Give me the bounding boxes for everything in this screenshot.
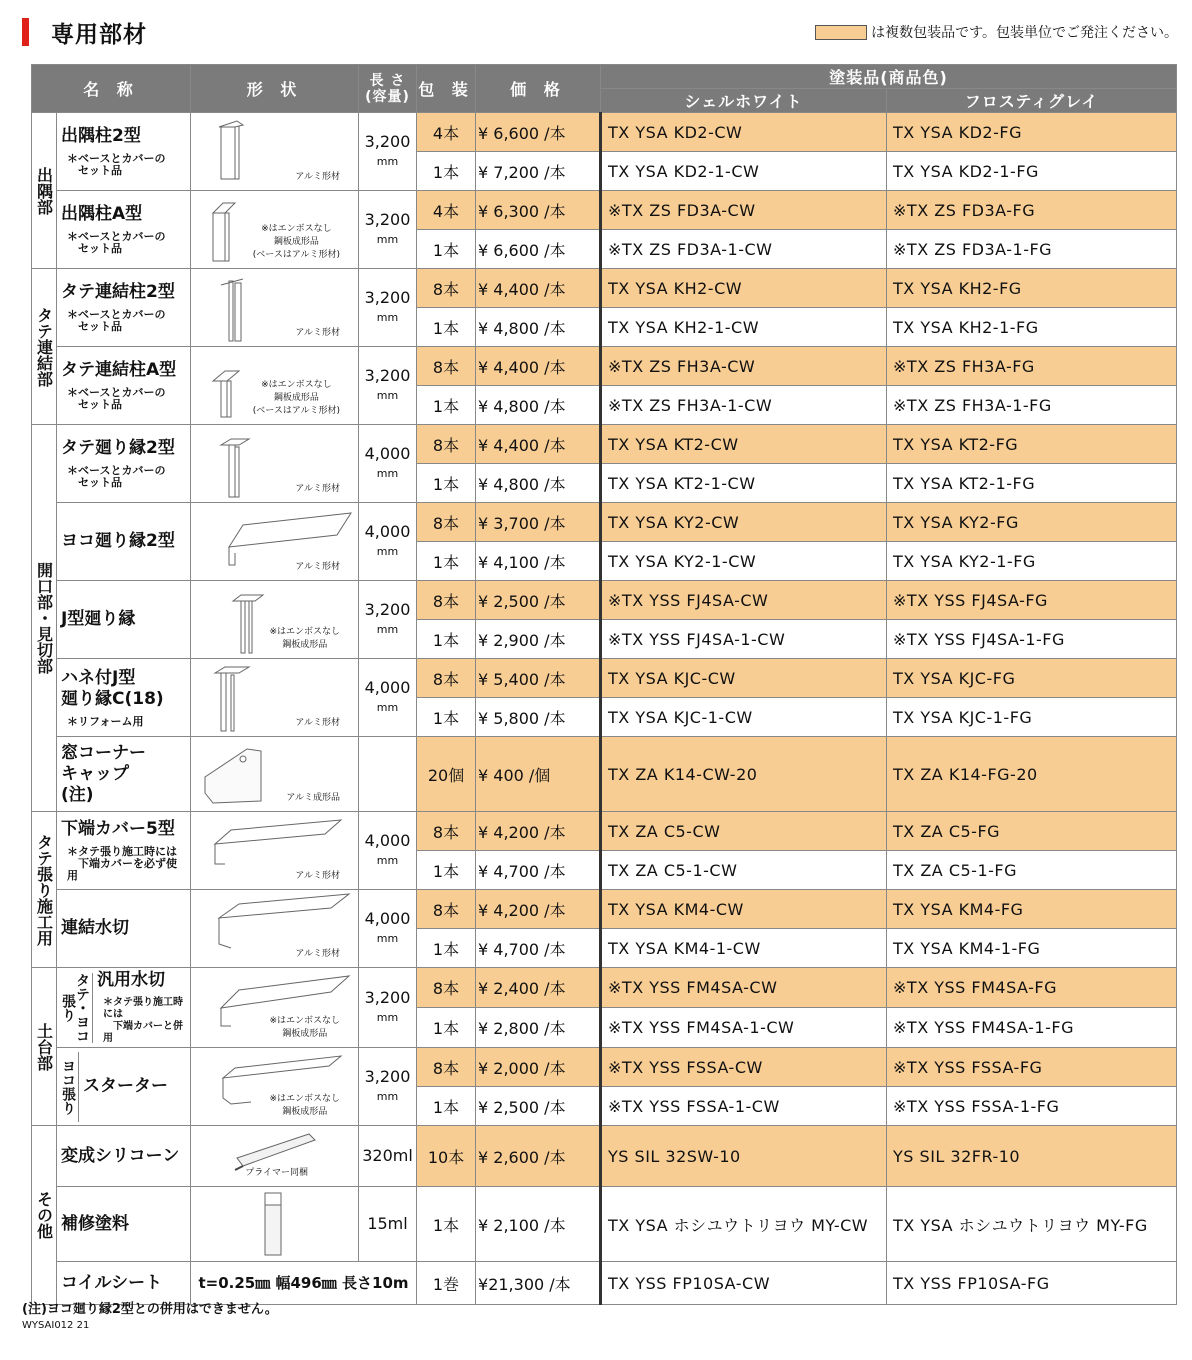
profile-drawing xyxy=(191,1187,358,1261)
unit-price: ¥ 2,900 /本 xyxy=(476,620,601,659)
unit-price: ¥ 5,800 /本 xyxy=(476,698,601,737)
product-name-cell xyxy=(57,347,191,425)
product-shape-figure xyxy=(191,1187,359,1262)
code-shell-white: ※TX YSS FM4SA-CW xyxy=(601,968,887,1008)
unit-price: ¥ 7,200 /本 xyxy=(476,152,601,191)
unit-price: ¥ 4,800 /本 xyxy=(476,464,601,503)
unit-price: ¥ 4,400 /本 xyxy=(476,347,601,386)
code-frosty-gray: TX YSA KY2-1-FG xyxy=(887,542,1177,581)
code-frosty-gray: ※TX YSS FM4SA-1-FG xyxy=(887,1008,1177,1048)
product-shape-figure xyxy=(191,269,359,347)
table-row xyxy=(32,113,1177,152)
pack-qty: 1巻 xyxy=(417,1262,476,1305)
material-label: アルミ形材 xyxy=(295,562,341,572)
code-shell-white: ※TX ZS FD3A-1-CW xyxy=(601,230,887,269)
col-price: 価 格 xyxy=(476,65,601,113)
code-frosty-gray: TX YSA KD2-FG xyxy=(887,113,1177,152)
table-row xyxy=(32,425,1177,464)
table-row xyxy=(32,191,1177,230)
code-frosty-gray: TX YSA KM4-1-FG xyxy=(887,929,1177,968)
table-row xyxy=(32,1048,1177,1087)
product-name: コイルシート xyxy=(61,1272,163,1293)
pack-qty: 1本 xyxy=(417,1008,476,1048)
length-value: 4,000 xyxy=(364,677,411,697)
category-label: タテ連結部 xyxy=(32,269,57,425)
code-frosty-gray: ※TX ZS FH3A-FG xyxy=(887,347,1177,386)
code-shell-white: TX YSA KM4-1-CW xyxy=(601,929,887,968)
code-shell-white: ※TX YSS FSSA-1-CW xyxy=(601,1087,887,1126)
product-name-cell xyxy=(57,1048,191,1126)
code-frosty-gray: ※TX YSS FJ4SA-FG xyxy=(887,581,1177,620)
product-shape-figure xyxy=(191,968,359,1048)
code-frosty-gray: ※TX YSS FSSA-1-FG xyxy=(887,1087,1177,1126)
pack-qty: 8本 xyxy=(417,347,476,386)
code-shell-white: ※TX ZS FH3A-CW xyxy=(601,347,887,386)
pack-qty: 1本 xyxy=(417,1087,476,1126)
product-length xyxy=(359,659,417,737)
code-shell-white: ※TX YSS FJ4SA-1-CW xyxy=(601,620,887,659)
footnote: (注)ヨコ廻り縁2型との併用はできません。 xyxy=(22,1302,278,1317)
subcategory-label: タテ・ヨコ張り xyxy=(61,973,93,1043)
product-name-cell xyxy=(57,269,191,347)
product-spec: t=0.25㎜ 幅496㎜ 長さ10m xyxy=(191,1262,417,1305)
unit-price: ¥ 4,800 /本 xyxy=(476,386,601,425)
pack-qty: 1本 xyxy=(417,386,476,425)
legend xyxy=(815,22,1178,42)
table-row xyxy=(32,269,1177,308)
product-name: 連結水切 xyxy=(61,918,129,938)
product-shape-figure xyxy=(191,347,359,425)
pack-qty: 8本 xyxy=(417,812,476,851)
product-length xyxy=(359,113,417,191)
code-shell-white: ※TX ZS FD3A-CW xyxy=(601,191,887,230)
unit-price: ¥ 6,600 /本 xyxy=(476,230,601,269)
length-value: 3,200 xyxy=(364,131,411,151)
product-name-cell xyxy=(57,968,191,1048)
code-shell-white: TX YSS FP10SA-CW xyxy=(601,1262,887,1305)
col-length: 長 さ (容量) xyxy=(359,65,417,113)
pack-qty: 8本 xyxy=(417,968,476,1008)
product-length xyxy=(359,425,417,503)
length-unit: mm xyxy=(376,544,399,558)
code-frosty-gray: TX YSA KJC-FG xyxy=(887,659,1177,698)
product-name-cell xyxy=(57,425,191,503)
product-name: タテ連結柱A型 xyxy=(61,360,177,380)
product-name: 出隅柱A型 xyxy=(61,204,143,224)
pack-qty: 4本 xyxy=(417,191,476,230)
material-label: アルミ成形品 xyxy=(286,793,341,803)
title-accent-bar xyxy=(22,18,29,46)
code-shell-white: TX YSA KT2-CW xyxy=(601,425,887,464)
code-frosty-gray: TX YSA KH2-1-FG xyxy=(887,308,1177,347)
length-unit: mm xyxy=(376,853,399,867)
unit-price: ¥ 2,500 /本 xyxy=(476,581,601,620)
col-shape: 形 状 xyxy=(191,65,359,113)
product-length xyxy=(359,191,417,269)
pack-qty: 1本 xyxy=(417,152,476,191)
col-frosty-gray: フロスティグレイ xyxy=(887,89,1177,113)
material-label: アルミ形材 xyxy=(295,718,341,728)
pack-qty: 20個 xyxy=(417,737,476,812)
unit-price: ¥ 4,400 /本 xyxy=(476,425,601,464)
length-value: 15ml xyxy=(367,1214,408,1233)
unit-price: ¥ 2,500 /本 xyxy=(476,1087,601,1126)
table-row xyxy=(32,812,1177,851)
code-shell-white: TX ZA K14-CW-20 xyxy=(601,737,887,812)
code-frosty-gray: ※TX YSS FJ4SA-1-FG xyxy=(887,620,1177,659)
product-name-cell xyxy=(57,890,191,968)
material-label: プライマー同梱 xyxy=(245,1168,309,1178)
product-shape-figure xyxy=(191,659,359,737)
material-label: ※はエンボスなし 鋼板成形品 (ベースはアルミ形材) xyxy=(252,224,341,260)
product-name-cell xyxy=(57,1126,191,1187)
pack-qty: 1本 xyxy=(417,464,476,503)
table-row xyxy=(32,503,1177,542)
material-label: ※はエンボスなし 鋼板成形品 xyxy=(269,627,341,650)
material-label: アルミ形材 xyxy=(295,172,341,182)
code-shell-white: TX YSA KT2-1-CW xyxy=(601,464,887,503)
page-title-block xyxy=(22,12,147,52)
code-frosty-gray: TX YSA KH2-FG xyxy=(887,269,1177,308)
category-label: 土台部 xyxy=(32,968,57,1126)
code-frosty-gray: TX YSA ホシユウトリヨウ MY-FG xyxy=(887,1187,1177,1262)
unit-price: ¥ 2,800 /本 xyxy=(476,1008,601,1048)
unit-price: ¥ 6,600 /本 xyxy=(476,113,601,152)
code-shell-white: TX YSA KH2-1-CW xyxy=(601,308,887,347)
code-shell-white: TX YSA KH2-CW xyxy=(601,269,887,308)
length-value: 3,200 xyxy=(364,1066,411,1086)
code-shell-white: ※TX YSS FSSA-CW xyxy=(601,1048,887,1087)
pack-qty: 1本 xyxy=(417,851,476,890)
pack-qty: 8本 xyxy=(417,890,476,929)
material-label: ※はエンボスなし 鋼板成形品 xyxy=(269,1016,341,1039)
code-frosty-gray: TX YSS FP10SA-FG xyxy=(887,1262,1177,1305)
length-value: 3,200 xyxy=(364,365,411,385)
product-note: ＊ベースとカバーの セット品 xyxy=(67,464,166,489)
unit-price: ¥ 2,400 /本 xyxy=(476,968,601,1008)
length-value: 4,000 xyxy=(364,830,411,850)
pack-qty: 1本 xyxy=(417,929,476,968)
pack-qty: 8本 xyxy=(417,1048,476,1087)
unit-price: ¥ 4,800 /本 xyxy=(476,308,601,347)
product-shape-figure xyxy=(191,191,359,269)
product-shape-figure xyxy=(191,1048,359,1126)
pack-qty: 8本 xyxy=(417,659,476,698)
code-shell-white: YS SIL 32SW-10 xyxy=(601,1126,887,1187)
table-row xyxy=(32,968,1177,1008)
length-unit: mm xyxy=(376,310,399,324)
unit-price: ¥ 5,400 /本 xyxy=(476,659,601,698)
product-name: 出隅柱2型 xyxy=(61,126,141,146)
product-length xyxy=(359,890,417,968)
product-name-cell xyxy=(57,659,191,737)
code-shell-white: TX YSA KD2-CW xyxy=(601,113,887,152)
code-frosty-gray: TX YSA KY2-FG xyxy=(887,503,1177,542)
product-note: ＊ベースとカバーの セット品 xyxy=(67,308,166,333)
pack-qty: 1本 xyxy=(417,620,476,659)
pack-qty: 4本 xyxy=(417,113,476,152)
product-name-cell xyxy=(57,113,191,191)
product-shape-figure xyxy=(191,113,359,191)
length-value: 3,200 xyxy=(364,987,411,1007)
unit-price: ¥ 2,000 /本 xyxy=(476,1048,601,1087)
length-unit: mm xyxy=(376,622,399,636)
col-name: 名 称 xyxy=(32,65,191,113)
code-shell-white: TX YSA KD2-1-CW xyxy=(601,152,887,191)
length-value: 3,200 xyxy=(364,599,411,619)
product-length xyxy=(359,1187,417,1262)
unit-price: ¥21,300 /本 xyxy=(476,1262,601,1305)
product-name-cell xyxy=(57,581,191,659)
length-unit: mm xyxy=(376,1089,399,1103)
code-frosty-gray: ※TX ZS FD3A-1-FG xyxy=(887,230,1177,269)
material-label: ※はエンボスなし 鋼板成形品 (ベースはアルミ形材) xyxy=(252,380,341,416)
col-paint-group: 塗装品(商品色) xyxy=(601,65,1177,89)
length-unit: mm xyxy=(376,931,399,945)
code-frosty-gray: TX ZA K14-FG-20 xyxy=(887,737,1177,812)
product-length xyxy=(359,1126,417,1187)
table-row xyxy=(32,1187,1177,1262)
pack-qty: 8本 xyxy=(417,581,476,620)
unit-price: ¥ 4,100 /本 xyxy=(476,542,601,581)
product-name: ヨコ廻り縁2型 xyxy=(61,531,175,551)
category-label: 開口部・見切部 xyxy=(32,425,57,812)
length-unit: mm xyxy=(376,700,399,714)
unit-price: ¥ 4,700 /本 xyxy=(476,929,601,968)
code-frosty-gray: TX YSA KD2-1-FG xyxy=(887,152,1177,191)
unit-price: ¥ 2,100 /本 xyxy=(476,1187,601,1262)
category-label: その他 xyxy=(32,1126,57,1305)
product-name: 補修塗料 xyxy=(61,1213,129,1234)
length-value: 320ml xyxy=(362,1146,413,1165)
code-shell-white: TX ZA C5-1-CW xyxy=(601,851,887,890)
code-shell-white: TX YSA ホシユウトリヨウ MY-CW xyxy=(601,1187,887,1262)
category-label: 出隅部 xyxy=(32,113,57,269)
unit-price: ¥ 4,200 /本 xyxy=(476,890,601,929)
code-frosty-gray: TX ZA C5-1-FG xyxy=(887,851,1177,890)
material-label: アルミ形材 xyxy=(295,328,341,338)
product-length xyxy=(359,737,417,812)
code-shell-white: TX ZA C5-CW xyxy=(601,812,887,851)
product-length xyxy=(359,1048,417,1126)
length-value: 3,200 xyxy=(364,287,411,307)
product-length xyxy=(359,968,417,1048)
code-frosty-gray: YS SIL 32FR-10 xyxy=(887,1126,1177,1187)
table-row xyxy=(32,737,1177,812)
product-name-cell xyxy=(57,503,191,581)
length-unit: mm xyxy=(376,388,399,402)
product-shape-figure xyxy=(191,890,359,968)
pack-qty: 8本 xyxy=(417,269,476,308)
unit-price: ¥ 2,600 /本 xyxy=(476,1126,601,1187)
product-name-cell xyxy=(57,191,191,269)
product-shape-figure xyxy=(191,1126,359,1187)
product-name: タテ廻り縁2型 xyxy=(61,438,175,458)
unit-price: ¥ 4,200 /本 xyxy=(476,812,601,851)
unit-price: ¥ 4,400 /本 xyxy=(476,269,601,308)
pack-qty: 8本 xyxy=(417,503,476,542)
table-row xyxy=(32,581,1177,620)
table-row xyxy=(32,347,1177,386)
product-note: ＊リフォーム用 xyxy=(67,714,144,728)
product-name: 下端カバー5型 xyxy=(61,819,175,839)
code-shell-white: ※TX YSS FJ4SA-CW xyxy=(601,581,887,620)
length-value: 3,200 xyxy=(364,209,411,229)
parts-price-table xyxy=(31,64,1177,1305)
legend-text: は複数包装品です。包装単位でご発注ください。 xyxy=(871,25,1178,41)
unit-price: ¥ 6,300 /本 xyxy=(476,191,601,230)
product-note: ＊タテ張り施工時には 下端カバーと併用 xyxy=(103,997,183,1044)
material-label: ※はエンボスなし 鋼板成形品 xyxy=(269,1094,341,1117)
col-pack: 包 装 xyxy=(417,65,476,113)
unit-price: ¥ 3,700 /本 xyxy=(476,503,601,542)
table-row xyxy=(32,659,1177,698)
product-length xyxy=(359,581,417,659)
product-shape-figure xyxy=(191,503,359,581)
table-row xyxy=(32,890,1177,929)
length-value: 4,000 xyxy=(364,521,411,541)
length-unit: mm xyxy=(376,466,399,480)
product-note: ＊タテ張り施工時には 下端カバーを必ず使用 xyxy=(67,845,177,882)
legend-swatch xyxy=(815,25,867,40)
doc-code: WYSAI012 21 xyxy=(22,1320,90,1331)
code-frosty-gray: TX YSA KT2-1-FG xyxy=(887,464,1177,503)
pack-qty: 1本 xyxy=(417,1187,476,1262)
length-value: 4,000 xyxy=(364,443,411,463)
product-length xyxy=(359,347,417,425)
product-length xyxy=(359,812,417,890)
product-length xyxy=(359,503,417,581)
code-frosty-gray: TX ZA C5-FG xyxy=(887,812,1177,851)
product-note: ＊ベースとカバーの セット品 xyxy=(67,386,166,411)
subcategory-label: ヨコ張り xyxy=(61,1052,79,1122)
product-name-cell xyxy=(57,1187,191,1262)
pack-qty: 1本 xyxy=(417,230,476,269)
product-note: ＊ベースとカバーの セット品 xyxy=(67,152,166,177)
product-name: 変成シリコーン xyxy=(61,1145,180,1166)
product-note: ＊ベースとカバーの セット品 xyxy=(67,230,166,255)
product-name: ハネ付J型 廻り縁C(18) xyxy=(61,667,164,709)
unit-price: ¥ 4,700 /本 xyxy=(476,851,601,890)
unit-price: ¥ 400 /個 xyxy=(476,737,601,812)
code-frosty-gray: ※TX ZS FD3A-FG xyxy=(887,191,1177,230)
product-shape-figure xyxy=(191,581,359,659)
material-label: アルミ形材 xyxy=(295,484,341,494)
code-frosty-gray: TX YSA KJC-1-FG xyxy=(887,698,1177,737)
product-shape-figure xyxy=(191,425,359,503)
product-name: 窓コーナー キャップ (注) xyxy=(61,742,146,805)
product-length xyxy=(359,269,417,347)
code-shell-white: ※TX YSS FM4SA-1-CW xyxy=(601,1008,887,1048)
product-shape-figure xyxy=(191,812,359,890)
pack-qty: 1本 xyxy=(417,542,476,581)
code-frosty-gray: TX YSA KM4-FG xyxy=(887,890,1177,929)
code-frosty-gray: ※TX YSS FM4SA-FG xyxy=(887,968,1177,1008)
page-title: 専用部材 xyxy=(51,21,147,48)
pack-qty: 10本 xyxy=(417,1126,476,1187)
product-name-cell xyxy=(57,812,191,890)
pack-qty: 1本 xyxy=(417,698,476,737)
code-shell-white: TX YSA KY2-1-CW xyxy=(601,542,887,581)
code-frosty-gray: TX YSA KT2-FG xyxy=(887,425,1177,464)
length-value: 4,000 xyxy=(364,908,411,928)
pack-qty: 1本 xyxy=(417,308,476,347)
code-shell-white: TX YSA KJC-1-CW xyxy=(601,698,887,737)
product-name: 汎用水切 xyxy=(97,970,165,990)
material-label: アルミ形材 xyxy=(295,949,341,959)
code-frosty-gray: ※TX YSS FSSA-FG xyxy=(887,1048,1177,1087)
length-unit: mm xyxy=(376,154,399,168)
length-unit: mm xyxy=(376,232,399,246)
code-shell-white: TX YSA KM4-CW xyxy=(601,890,887,929)
pack-qty: 8本 xyxy=(417,425,476,464)
product-name: タテ連結柱2型 xyxy=(61,282,175,302)
table-row xyxy=(32,1126,1177,1187)
product-name: J型廻り縁 xyxy=(61,609,136,629)
length-unit: mm xyxy=(376,1010,399,1024)
product-name: スターター xyxy=(83,1076,168,1096)
code-shell-white: TX YSA KY2-CW xyxy=(601,503,887,542)
category-label: タテ張り施工用 xyxy=(32,812,57,968)
col-shell-white: シェルホワイト xyxy=(601,89,887,113)
product-shape-figure xyxy=(191,737,359,812)
material-label: アルミ形材 xyxy=(295,871,341,881)
code-frosty-gray: ※TX ZS FH3A-1-FG xyxy=(887,386,1177,425)
code-shell-white: TX YSA KJC-CW xyxy=(601,659,887,698)
product-name-cell xyxy=(57,737,191,812)
code-shell-white: ※TX ZS FH3A-1-CW xyxy=(601,386,887,425)
